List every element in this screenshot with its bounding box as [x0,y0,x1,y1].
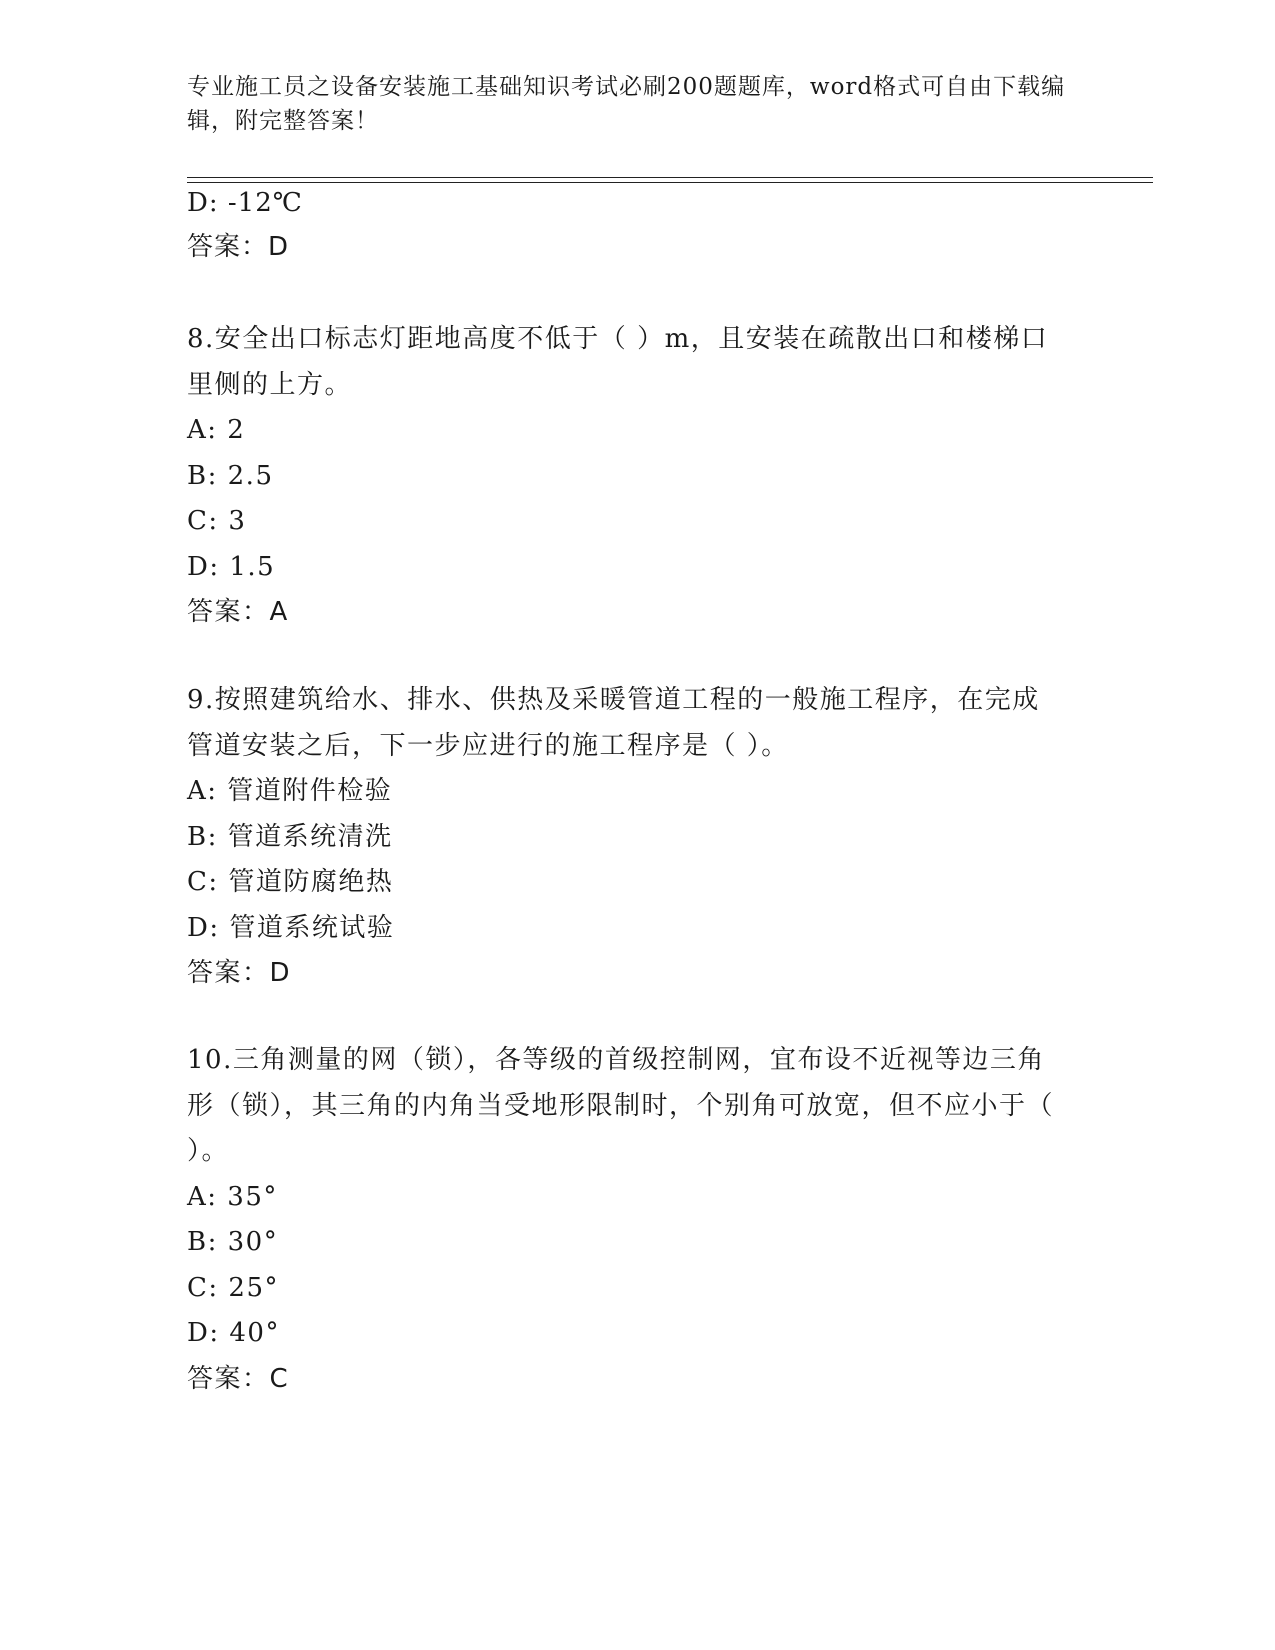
answer: 答案：C [187,1363,290,1394]
carryover-answer: 答案：D [187,232,290,262]
header-rule-top [187,177,1153,178]
option-d: D: 40° [187,1318,280,1348]
option-d: D: 1.5 [187,551,276,582]
option-b: B: 2.5 [187,460,274,491]
question-stem: 10.三角测量的网（锁），各等级的首级控制网，宜布设不近视等边三角形（锁），其三角的内角当受地形限制时，个别角可放宽，但不应小于（ ）。 [187,1045,1055,1166]
header-rule-bottom [187,182,1153,183]
question-stem: 8.安全出口标志灯距地高度不低于（ ）m，且安装在疏散出口和楼梯口里侧的上方。 [187,324,1049,400]
answer: 答案：A [187,597,289,627]
option-a: A: 35° [187,1181,278,1212]
answer: 答案：D [187,958,292,988]
option-a: A: 管道附件检验 [187,776,393,806]
option-b: B: 管道系统清洗 [187,821,393,852]
document-header: 专业施工员之设备安装施工基础知识考试必刷200题题库，word格式可自由下载编辑，附完整答案！ [187,74,1066,134]
option-c: C: 3 [187,506,247,536]
question-stem: 9.按照建筑给水、排水、供热及采暖管道工程的一般施工程序，在完成管道安装之后，下一步应进行的施工程序是（ ）。 [187,685,1040,761]
question-8 [187,317,1067,636]
option-c: C: 25° [187,1272,280,1303]
option-a: A: 2 [187,415,246,445]
option-b: B: 30° [187,1227,279,1257]
option-c: C: 管道防腐绝热 [187,867,394,897]
carryover-option-d: D: -12℃ [187,188,303,218]
option-d: D: 管道系统试验 [187,912,395,943]
question-9 [187,678,1067,997]
question-10 [187,1038,1067,1402]
